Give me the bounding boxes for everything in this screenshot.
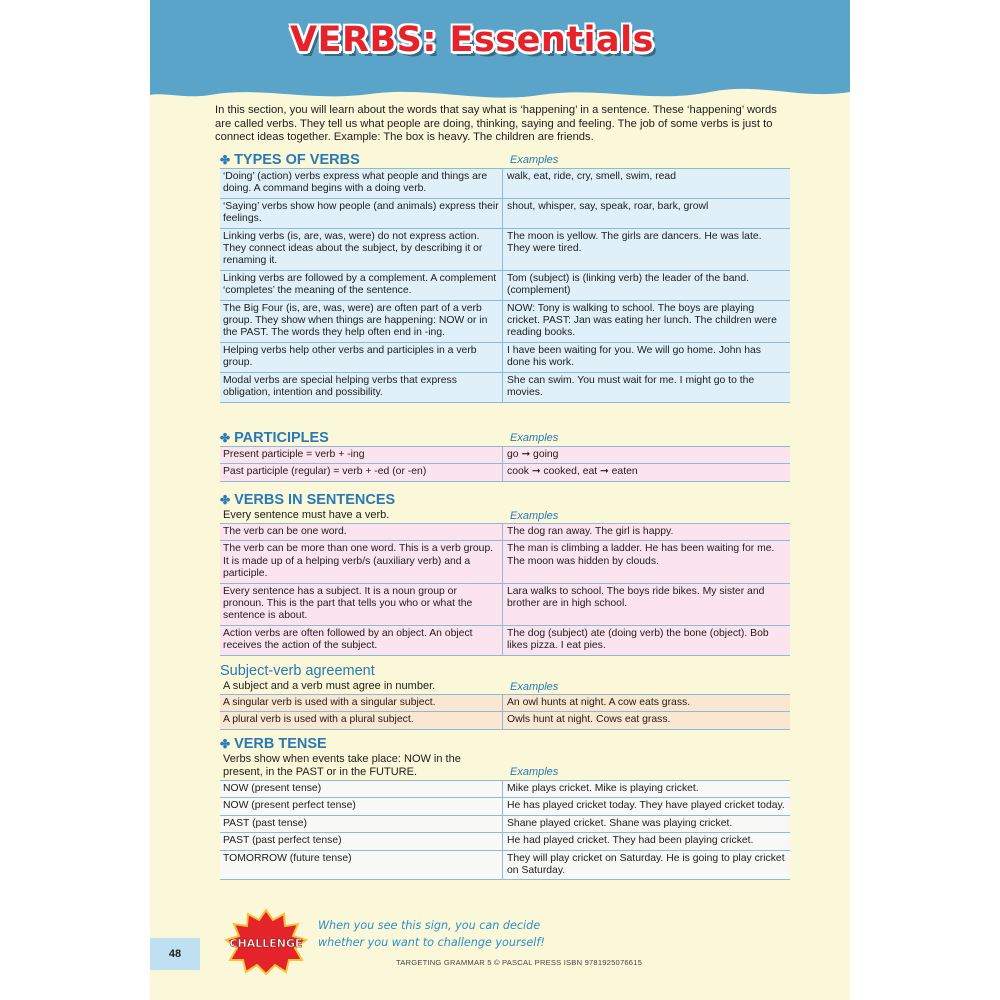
row-example: The man is climbing a ladder. He has been waiting for me. The moon was hidden by clouds. [507, 543, 775, 567]
intro-paragraph: In this section, you will learn about the words that say what is ‘happening’ in a sentence. These ‘happening’ words are called verbs. They tell us what people are doing, thinking, saying and feeling. The job of some verbs is just to connect ideas together. Example: The box is heavy. The children are friends. [215, 104, 777, 144]
section-title: VERB TENSE [234, 736, 327, 752]
table-row [220, 464, 790, 481]
verbs-in-sentences-section [220, 489, 790, 656]
table-row [220, 695, 790, 712]
row-description: TOMORROW (future tense) [220, 851, 503, 880]
table-row [220, 626, 790, 656]
table-row [220, 781, 790, 798]
row-description: Linking verbs (is, are, was, were) do not express action. They connect ideas about the subject, by describing it or renaming it. [220, 229, 503, 270]
section-heading [220, 427, 790, 447]
row-description: The verb can be more than one word. This is a verb group. It is made up of a helping verb/s (auxiliary verb) and a participle. [220, 541, 503, 582]
examples-label: Examples [510, 766, 559, 778]
row-description: ‘Doing’ (action) verbs express what people and things are doing. A command begins with a doing verb. [220, 169, 503, 198]
row-example: The dog (subject) ate (doing verb) the bone (object). Bob likes pizza. I eat pies. [507, 627, 769, 652]
row-example: shout, whisper, say, speak, roar, bark, growl [507, 200, 709, 212]
subject-verb-agreement-section [220, 660, 790, 730]
row-example: Lara walks to school. The boys ride bikes. My sister and brother are in high school. [507, 585, 765, 610]
row-description: Past participle (regular) = verb + -ed (or -en) [220, 464, 503, 480]
table-row [220, 712, 790, 729]
row-description: ‘Saying’ verbs show how people (and animals) express their feelings. [220, 199, 503, 228]
verb-tense-section [220, 733, 790, 880]
star-bullet-icon: ✤ [220, 153, 231, 167]
row-description: NOW (present perfect tense) [220, 798, 503, 814]
row-example: walk, eat, ride, cry, smell, swim, read [507, 171, 676, 182]
row-description: NOW (present tense) [220, 781, 503, 797]
section-heading [220, 733, 790, 752]
table-row [220, 798, 790, 815]
table-row [220, 343, 790, 373]
types-of-verbs-section [220, 149, 790, 403]
participles-section [220, 427, 790, 482]
challenge-note [318, 917, 545, 951]
section-heading [220, 489, 790, 508]
examples-label: Examples [510, 681, 559, 693]
row-example: They will play cricket on Saturday. He is going to play cricket on Saturday. [507, 852, 785, 877]
subtitle-text: Verbs show when events take place: NOW in the present, in the PAST or in the FUTURE. [223, 753, 461, 778]
table-row [220, 524, 790, 541]
footer-copyright: TARGETING GRAMMAR 5 © PASCAL PRESS ISBN 9781925076615 [396, 958, 643, 967]
row-example: Owls hunt at night. Cows eat grass. [507, 714, 671, 726]
challenge-badge-icon [222, 908, 310, 976]
row-description: The verb can be one word. [220, 524, 503, 540]
row-example: go ➞ going [507, 449, 559, 460]
row-example: I have been waiting for you. We will go home. John has done his work. [507, 344, 761, 369]
challenge-line-1: When you see this sign, you can decide [318, 919, 541, 932]
examples-label: Examples [510, 154, 559, 166]
row-example: cook ➞ cooked, eat ➞ eaten [507, 466, 638, 478]
section-title: VERBS IN SENTENCES [234, 492, 396, 508]
star-bullet-icon: ✤ [220, 737, 231, 751]
row-description: Present participle = verb + -ing [220, 447, 503, 463]
table-row [220, 301, 790, 343]
page-title: VERBS: Essentials [290, 20, 654, 60]
section-title: TYPES OF VERBS [234, 152, 360, 168]
page [150, 0, 850, 1000]
table-row [220, 271, 790, 301]
section-subtitle [220, 752, 790, 781]
subtitle-text: Every sentence must have a verb. [223, 509, 390, 521]
table-row [220, 584, 790, 626]
row-example: An owl hunts at night. A cow eats grass. [507, 697, 691, 708]
examples-label: Examples [510, 432, 559, 444]
row-description: A plural verb is used with a plural subject. [220, 712, 503, 728]
row-description: Action verbs are often followed by an object. An object receives the action of the subject. [220, 626, 503, 655]
table-row [220, 169, 790, 199]
star-bullet-icon: ✤ [220, 431, 231, 445]
row-description: Every sentence has a subject. It is a noun group or pronoun. This is the part that tells you who or what the sentence is about. [220, 584, 503, 625]
table-row [220, 541, 790, 583]
table-row [220, 851, 790, 881]
table-row [220, 229, 790, 271]
row-description: Modal verbs are special helping verbs that express obligation, intention and possibility. [220, 373, 503, 402]
row-description: Helping verbs help other verbs and participles in a verb group. [220, 343, 503, 372]
section-title: PARTICIPLES [234, 430, 329, 446]
table-row [220, 199, 790, 229]
section-subtitle [220, 508, 790, 524]
table-row [220, 447, 790, 464]
row-example: The dog ran away. The girl is happy. [507, 526, 674, 537]
row-example: Mike plays cricket. Mike is playing cricket. [507, 783, 699, 794]
row-description: Linking verbs are followed by a complement. A complement ‘completes’ the meaning of the sentence. [220, 271, 503, 300]
row-description: PAST (past perfect tense) [220, 833, 503, 849]
section-title: Subject-verb agreement [220, 663, 375, 679]
subtitle-text: A subject and a verb must agree in number. [223, 680, 436, 692]
row-example: He has played cricket today. They have played cricket today. [507, 800, 785, 812]
row-example: She can swim. You must wait for me. I might go to the movies. [507, 374, 755, 399]
challenge-badge-text: CHALLENGE [229, 937, 303, 950]
table-row [220, 816, 790, 833]
row-example: He had played cricket. They had been playing cricket. [507, 835, 754, 847]
row-example: Tom (subject) is (linking verb) the leader of the band. (complement) [507, 272, 749, 297]
row-example: Shane played cricket. Shane was playing cricket. [507, 817, 733, 829]
section-heading [220, 149, 790, 169]
table-row [220, 373, 790, 403]
page-number: 48 [150, 938, 200, 970]
row-example: The moon is yellow. The girls are dancers. He was late. They were tired. [507, 230, 762, 255]
table-row [220, 833, 790, 850]
row-description: The Big Four (is, are, was, were) are often part of a verb group. They show when things are happening: NOW or in the PAST. The words they help often end in -ing. [220, 301, 503, 342]
section-subtitle [220, 679, 790, 695]
row-example: NOW: Tony is walking to school. The boys are playing cricket. PAST: Jan was eating her lunch. The children were reading books. [507, 302, 777, 339]
examples-label: Examples [510, 510, 559, 522]
row-description: PAST (past tense) [220, 816, 503, 832]
section-heading [220, 660, 790, 679]
challenge-line-2: whether you want to challenge yourself! [318, 936, 545, 949]
star-bullet-icon: ✤ [220, 493, 231, 507]
row-description: A singular verb is used with a singular subject. [220, 695, 503, 711]
